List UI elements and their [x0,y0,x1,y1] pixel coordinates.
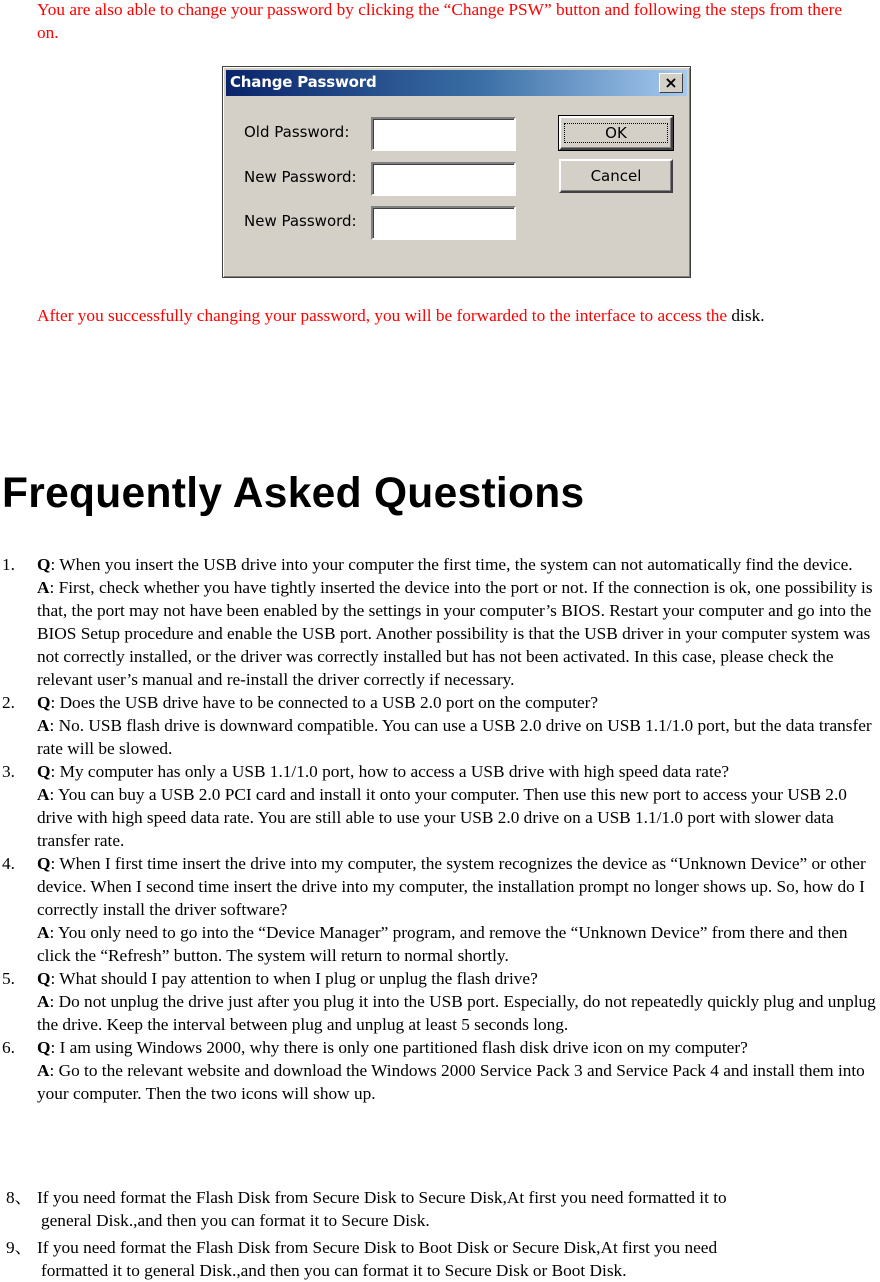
faq-question: Q: What should I pay attention to when I plug or unplug the flash drive? [37,969,538,988]
faq-item [0,553,880,691]
faq-question: Q: Does the USB drive have to be connected to a USB 2.0 port on the computer? [37,693,599,712]
faq-number: 3. [2,762,15,781]
faq-question: Q: My computer has only a USB 1.1/1.0 port, how to access a USB drive with high speed data rate? [37,762,730,781]
faq-number: 6. [2,1038,15,1057]
dialog-title: Change Password [230,73,377,91]
old-password-input[interactable] [371,117,516,151]
faq-question: Q: When you insert the USB drive into your computer the first time, the system can not automatically find the device. [37,555,853,574]
faq-heading: Frequently Asked Questions [2,470,585,517]
faq-item [0,691,880,760]
confirm-password-input[interactable] [371,206,516,240]
faq-answer: A: You only need to go into the “Device Manager” program, and remove the “Unknown Device” from there and then click the “Refresh” button. The system will return to normal shortly. [37,923,848,965]
ok-button[interactable] [559,116,673,150]
faq-item [0,1036,880,1105]
faq-list [0,553,880,1105]
note-line: formatted it to general Disk.,and then you can format it to Secure Disk or Boot Disk. [41,1261,627,1280]
faq-number: 5. [2,969,15,988]
faq-answer: A: Do not unplug the drive just after you plug it into the USB port. Especially, do not repeatedly quickly plug and unplug the drive. Keep the interval between plug and unplug at least 5 seconds long. [37,992,876,1034]
faq-number: 2. [2,693,15,712]
faq-answer: A: You can buy a USB 2.0 PCI card and install it onto your computer. Then use this new port to access your USB 2.0 drive with high speed data rate. You are still able to use your USB 2.0 drive on a USB 1.1/1.0 port with slower data transfer rate. [37,785,847,850]
format-note-9 [6,1236,876,1282]
note-line: general Disk.,and then you can format it to Secure Disk. [41,1211,430,1230]
after-text-red: After you successfully changing your password, you will be forwarded to the interface to access the [37,306,728,325]
close-button[interactable] [659,73,683,93]
note-number: 8、 [6,1188,32,1207]
faq-answer: A: First, check whether you have tightly inserted the device into the port or not. If the connection is ok, one possibility is that, the port may not have been enabled by the settings in your computer’s BIOS. Restart your computer and go into the BIOS Setup procedure and enable the USB port. Another possibility is that the USB driver in your computer system was not correctly installed, or the driver was correctly installed but has not been activated. In this case, please check the relevant user’s manual and re-install the driver correctly if necessary. [37,578,873,689]
cancel-button-label: Cancel [590,167,642,185]
note-number: 9、 [6,1238,32,1257]
close-icon: × [664,73,678,92]
old-password-label: Old Password: [244,123,350,141]
format-note-8 [6,1186,876,1232]
cancel-button[interactable] [559,159,673,193]
intro-paragraph: You are also able to change your password by clicking the “Change PSW” button and following the steps from there on. [37,0,843,42]
faq-item [0,760,880,852]
faq-question: Q: I am using Windows 2000, why there is only one partitioned flash disk drive icon on my computer? [37,1038,748,1057]
after-paragraph [37,304,867,327]
ok-button-label: OK [564,123,668,143]
faq-item [0,967,880,1036]
faq-item [0,852,880,967]
note-line: If you need format the Flash Disk from Secure Disk to Secure Disk,At first you need formatted it to [37,1188,727,1207]
faq-number: 4. [2,854,15,873]
after-text-black: disk. [731,306,765,325]
confirm-password-label: New Password: [244,212,357,230]
faq-answer: A: No. USB flash drive is downward compatible. You can use a USB 2.0 drive on USB 1.1/1.0 port, but the data transfer rate will be slowed. [37,716,872,758]
new-password-label: New Password: [244,168,357,186]
faq-number: 1. [2,555,15,574]
faq-question: Q: When I first time insert the drive into my computer, the system recognizes the device as “Unknown Device” or other device. When I second time insert the drive into my computer, the installation prompt no longer shows up. So, how do I correctly install the driver software? [37,854,866,919]
dialog-titlebar[interactable] [226,70,687,96]
note-line: If you need format the Flash Disk from Secure Disk to Boot Disk or Secure Disk,At first you need [37,1238,718,1257]
change-password-dialog [222,66,691,278]
new-password-input[interactable] [371,162,516,196]
faq-answer: A: Go to the relevant website and download the Windows 2000 Service Pack 3 and Service Pack 4 and install them into your computer. Then the two icons will show up. [37,1061,865,1103]
